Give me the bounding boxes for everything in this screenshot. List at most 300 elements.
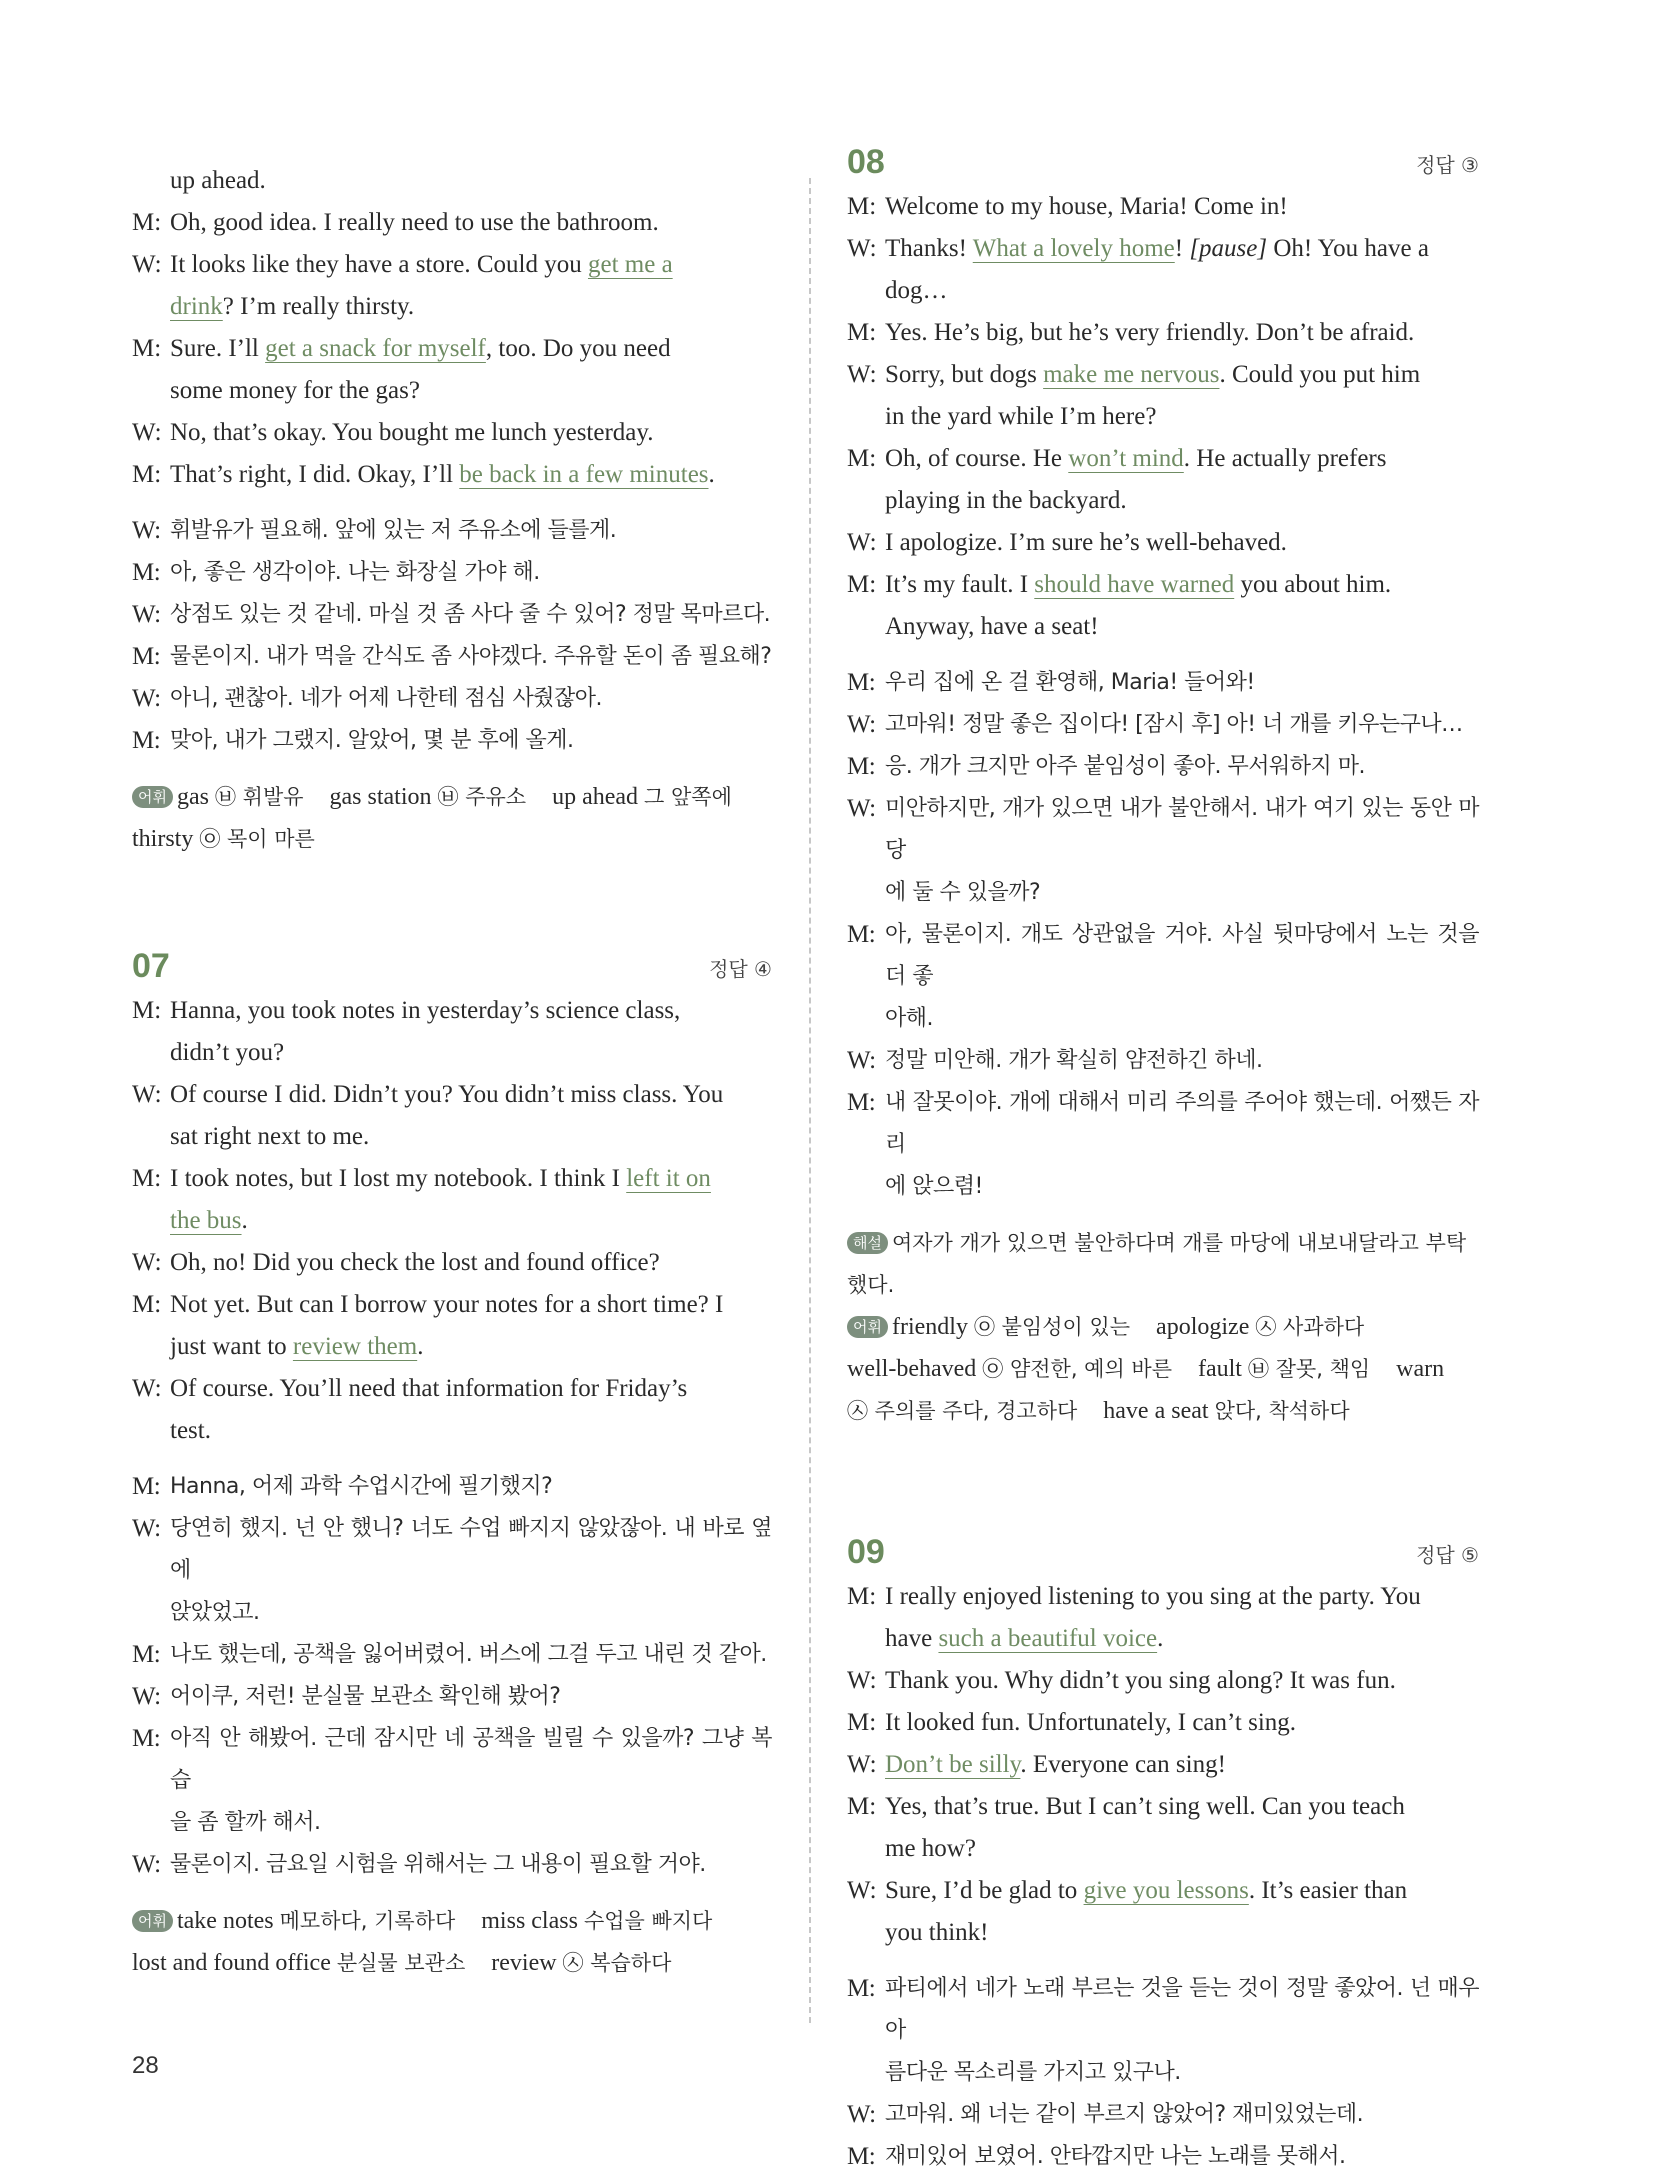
speaker-label: W:: [132, 1515, 161, 1542]
vocab-badge: 어휘: [132, 1910, 173, 1932]
speaker-label: W:: [847, 235, 877, 262]
translation-text: Hanna, 어제 과학 수업시간에 필기했지?: [170, 1474, 553, 1499]
speaker-label: W:: [847, 1667, 877, 1694]
text-run: just want to: [170, 1333, 293, 1360]
translation-text: 에 둘 수 있을까?: [885, 880, 1041, 905]
text-run: playing in the backyard.: [885, 487, 1127, 514]
text-run: Oh, good idea. I really need to use the bathroom.: [170, 209, 659, 236]
speaker-label: W:: [847, 711, 876, 738]
dialogue-line: [847, 354, 1479, 396]
translation-line: [132, 594, 772, 636]
translation-line: [847, 998, 1479, 1040]
text-run: Of course. You’ll need that information for Friday’s: [170, 1375, 688, 1402]
translation-text: 아, 좋은 생각이야. 나는 화장실 가야 해.: [170, 560, 540, 585]
dialogue-line: [847, 564, 1479, 606]
answer-label: 정답 ⑤: [1416, 1543, 1479, 1567]
speaker-label: M:: [132, 1165, 162, 1192]
vocab-meaning: ㉦ 주의를 주다, 경고하다: [847, 1399, 1078, 1423]
translation-line: [847, 1082, 1479, 1166]
line-text: [170, 1032, 772, 1074]
section-07-vocab: [132, 1900, 772, 1984]
vocab-meaning: ㉧ 얌전한, 예의 바른: [982, 1357, 1172, 1381]
text-run: I apologize. I’m sure he’s well-behaved.: [885, 529, 1287, 556]
speaker-label: M:: [847, 1793, 877, 1820]
dialogue-line: [132, 454, 772, 496]
dialogue-line: [132, 202, 772, 244]
translation-text: 파티에서 네가 노래 부르는 것을 듣는 것이 정말 좋았어. 넌 매우 아: [885, 1976, 1479, 2043]
translation-line: [847, 662, 1479, 704]
translation-line: [132, 1508, 772, 1592]
vocab-term: miss class: [481, 1908, 578, 1934]
text-run: !: [1174, 235, 1190, 262]
translation-text: 내 잘못이야. 개에 대해서 미리 주의를 주어야 했는데. 어쨌든 자리: [885, 1090, 1479, 1157]
answer-blank: be back in a few minutes: [459, 461, 709, 488]
dialogue-line: [847, 1828, 1479, 1870]
translation-line: [847, 2136, 1479, 2178]
line-text: [885, 480, 1479, 522]
line-text: [170, 1116, 772, 1158]
speaker-label: M:: [132, 1473, 161, 1500]
dialogue-line: [847, 438, 1479, 480]
line-text: [170, 328, 772, 370]
translation-line: [847, 704, 1479, 746]
text-run: I took notes, but I lost my notebook. I think I: [170, 1165, 627, 1192]
dialogue-line: [132, 286, 772, 328]
text-run: you think!: [885, 1919, 989, 1946]
speaker-label: M:: [132, 461, 162, 488]
vocab-term: fault: [1197, 1356, 1242, 1382]
vocab-row: [847, 1390, 1479, 1432]
vocab-meaning: ㉦ 사과하다: [1255, 1315, 1365, 1339]
text-run: Oh, no! Did you check the lost and found office?: [170, 1249, 660, 1276]
speaker-label: M:: [847, 753, 876, 780]
section-09-header: [847, 1516, 1479, 1572]
vocab-term: friendly: [891, 1314, 968, 1340]
vocab-meaning: ㉥ 휘발유: [214, 785, 304, 809]
speaker-label: W:: [132, 1249, 162, 1276]
text-run: Thanks!: [885, 235, 973, 262]
text-run: Anyway, have a seat!: [885, 613, 1099, 640]
line-text: [170, 160, 772, 202]
speaker-label: W:: [847, 529, 877, 556]
section-08-translation: [847, 662, 1479, 1208]
line-text: [170, 1326, 772, 1368]
text-run: Hanna, you took notes in yesterday’s science class,: [170, 997, 681, 1024]
vocab-term: review: [491, 1950, 557, 1976]
translation-line: [847, 914, 1479, 998]
text-run: ? I’m really thirsty.: [222, 293, 415, 320]
vocab-row: [847, 1348, 1479, 1390]
translation-text: 어이쿠, 저런! 분실물 보관소 확인해 봤어?: [170, 1684, 561, 1709]
translation-text: 나도 했는데, 공책을 잃어버렸어. 버스에 그걸 두고 내린 것 같아.: [170, 1642, 767, 1667]
speaker-label: M:: [847, 445, 877, 472]
translation-line: [847, 2094, 1479, 2136]
text-run: . It’s easier than: [1248, 1877, 1408, 1904]
answer-label: 정답 ④: [709, 957, 772, 981]
dialogue-line: [847, 1786, 1479, 1828]
line-text: [170, 202, 772, 244]
translation-text: 당연히 했지. 넌 안 했니? 너도 수업 빠지지 않았잖아. 내 바로 옆에: [170, 1516, 772, 1583]
section-09-translation: [847, 1968, 1479, 2178]
answer-blank: make me nervous: [1043, 361, 1220, 388]
line-text: [885, 1702, 1479, 1744]
speaker-label: M:: [132, 335, 162, 362]
speaker-label: M:: [847, 319, 877, 346]
dialogue-line: [847, 522, 1479, 564]
vocab-meaning: 분실물 보관소: [336, 1951, 466, 1975]
line-text: [885, 1576, 1479, 1618]
line-text: [885, 1660, 1479, 1702]
translation-line: [847, 1040, 1479, 1082]
speaker-label: M:: [847, 669, 876, 696]
answer-blank: Don’t be silly: [885, 1751, 1021, 1778]
section-07-translation: [132, 1466, 772, 1886]
text-run: That’s right, I did. Okay, I’ll: [170, 461, 460, 488]
line-text: [170, 454, 772, 496]
speaker-label: W:: [847, 795, 876, 822]
line-text: [885, 564, 1479, 606]
dialogue-line: [132, 370, 772, 412]
translation-line: [847, 1968, 1479, 2052]
translation-line: [132, 1844, 772, 1886]
vocab-term: up ahead: [552, 784, 639, 810]
section-09-dialogue: [847, 1576, 1479, 1954]
translation-line: [132, 636, 772, 678]
section-06-vocab: [132, 776, 772, 860]
line-text: [885, 1870, 1479, 1912]
section-06-translation: [132, 510, 772, 762]
speaker-label: M:: [847, 193, 877, 220]
text-run: Welcome to my house, Maria! Come in!: [885, 193, 1288, 220]
text-run: Not yet. But can I borrow your notes for a short time? I: [170, 1291, 724, 1318]
speaker-label: M:: [847, 571, 877, 598]
section-07-header: [132, 930, 772, 986]
text-run: some money for the gas?: [170, 377, 420, 404]
translation-text: 휘발유가 필요해. 앞에 있는 저 주유소에 들를게.: [170, 518, 617, 543]
text-run: didn’t you?: [170, 1039, 285, 1066]
translation-line: [847, 1166, 1479, 1208]
explanation-text: 여자가 개가 있으면 불안하다며 개를 마당에 내보내달라고 부탁했다.: [847, 1231, 1467, 1297]
translation-text: 앉았었고.: [170, 1600, 260, 1625]
dialogue-line: [847, 1912, 1479, 1954]
translation-line: [132, 1802, 772, 1844]
dialogue-line: [132, 1242, 772, 1284]
translation-text: 아니, 괜찮아. 네가 어제 나한테 점심 사줬잖아.: [170, 686, 602, 711]
text-run: , too. Do you need: [485, 335, 671, 362]
vocab-row: [132, 1942, 772, 1984]
text-run: Yes. He’s big, but he’s very friendly. Don’t be afraid.: [885, 319, 1415, 346]
line-text: [170, 1242, 772, 1284]
translation-line: [847, 788, 1479, 872]
translation-text: 에 앉으렴!: [885, 1174, 983, 1199]
text-run: It looks like they have a store. Could you: [170, 251, 588, 278]
dialogue-line: [847, 312, 1479, 354]
dialogue-line: [132, 1074, 772, 1116]
text-run: Yes, that’s true. But I can’t sing well. Can you teach: [885, 1793, 1405, 1820]
line-text: [170, 244, 772, 286]
translation-text: 고마워! 정말 좋은 집이다! [잠시 후] 아! 너 개를 키우는구나…: [885, 712, 1463, 737]
vocab-meaning: 그 앞쪽에: [644, 785, 732, 809]
translation-line: [132, 1466, 772, 1508]
line-text: [885, 1744, 1479, 1786]
answer-blank: review them: [292, 1333, 418, 1360]
text-run: sat right next to me.: [170, 1123, 370, 1150]
dialogue-line: [132, 1368, 772, 1410]
vocab-term: apologize: [1156, 1314, 1250, 1340]
line-text: [170, 1200, 772, 1242]
text-run: Sure. I’ll: [170, 335, 266, 362]
text-run: .: [241, 1207, 248, 1234]
vocab-term: have a seat: [1103, 1398, 1209, 1424]
section-number: 07: [132, 947, 170, 985]
translation-text: 응. 개가 크지만 아주 붙임성이 좋아. 무서워하지 마.: [885, 754, 1365, 779]
line-text: [885, 312, 1479, 354]
dialogue-line: [847, 480, 1479, 522]
answer-blank: give you lessons: [1083, 1877, 1249, 1904]
line-text: [885, 1618, 1479, 1660]
speaker-label: W:: [132, 251, 162, 278]
dialogue-line: [132, 412, 772, 454]
speaker-label: W:: [132, 601, 161, 628]
vocab-meaning: ㉧ 붙임성이 있는: [973, 1315, 1131, 1339]
line-text: [885, 522, 1479, 564]
line-text: [885, 270, 1479, 312]
speaker-label: W:: [847, 1047, 876, 1074]
translation-text: 름다운 목소리를 가지고 있구나.: [885, 2060, 1181, 2085]
text-run: Sorry, but dogs: [885, 361, 1044, 388]
answer-blank: drink: [170, 293, 223, 320]
translation-text: 물론이지. 내가 먹을 간식도 좀 사야겠다. 주유할 돈이 좀 필요해?: [170, 644, 772, 669]
speaker-label: W:: [847, 1877, 877, 1904]
right-column: [847, 143, 1479, 2178]
translation-line: [132, 720, 772, 762]
vocab-meaning: 앉다, 착석하다: [1214, 1399, 1350, 1423]
vocab-meaning: ㉥ 주유소: [437, 785, 527, 809]
page-number: 28: [132, 2052, 159, 2079]
vocab-meaning: ㉦ 복습하다: [562, 1951, 672, 1975]
answer-blank: left it on: [626, 1165, 711, 1192]
dialogue-line: [132, 1410, 772, 1452]
answer-label: 정답 ③: [1416, 153, 1479, 177]
dialogue-line: [847, 270, 1479, 312]
speaker-label: W:: [132, 1851, 161, 1878]
section-08-dialogue: [847, 186, 1479, 648]
vocab-term: gas: [176, 784, 209, 810]
vocab-term: thirsty: [132, 826, 194, 852]
speaker-label: M:: [132, 1641, 161, 1668]
translation-line: [132, 552, 772, 594]
explanation-row: [847, 1222, 1479, 1306]
vocab-row: [132, 1900, 772, 1942]
dialogue-line: [847, 1744, 1479, 1786]
text-run: . Could you put him: [1219, 361, 1421, 388]
text-run: Of course I did. Didn’t you? You didn’t miss class. You: [170, 1081, 724, 1108]
vocab-meaning: 메모하다, 기록하다: [279, 1909, 456, 1933]
vocab-badge: 어휘: [132, 786, 173, 808]
translation-line: [847, 746, 1479, 788]
dialogue-line: [847, 186, 1479, 228]
text-run: dog…: [885, 277, 948, 304]
speaker-label: M:: [132, 1291, 162, 1318]
speaker-label: W:: [132, 419, 162, 446]
translation-text: 상점도 있는 것 같네. 마실 것 좀 사다 줄 수 있어? 정말 목마르다.: [170, 602, 771, 627]
translation-line: [132, 1634, 772, 1676]
line-text: [170, 990, 772, 1032]
speaker-label: M:: [847, 1089, 876, 1116]
line-text: [885, 186, 1479, 228]
text-run: .: [708, 461, 715, 488]
text-run: in the yard while I’m here?: [885, 403, 1157, 430]
answer-blank: should have warned: [1034, 571, 1235, 598]
text-run: Sure, I’d be glad to: [885, 1877, 1084, 1904]
speaker-label: W:: [847, 2101, 876, 2128]
text-run: Oh! You have a: [1267, 235, 1429, 262]
text-run: have: [885, 1625, 939, 1652]
speaker-label: W:: [132, 1683, 161, 1710]
line-text: [885, 1912, 1479, 1954]
line-text: [885, 228, 1479, 270]
dialogue-line: [847, 1870, 1479, 1912]
answer-blank: such a beautiful voice: [938, 1625, 1158, 1652]
line-text: [885, 1828, 1479, 1870]
dialogue-line: [132, 1032, 772, 1074]
translation-text: 미안하지만, 개가 있으면 내가 불안해서. 내가 여기 있는 동안 마당: [885, 796, 1479, 863]
line-text: [170, 1074, 772, 1116]
speaker-label: M:: [847, 2143, 876, 2170]
dialogue-line: [847, 1660, 1479, 1702]
dialogue-line: [132, 244, 772, 286]
speaker-label: W:: [132, 517, 161, 544]
translation-text: 재미있어 보였어. 안타깝지만 나는 노래를 못해서.: [885, 2144, 1346, 2169]
dialogue-line: [847, 1618, 1479, 1660]
vocab-badge: 어휘: [847, 1316, 888, 1338]
dialogue-line: [132, 1116, 772, 1158]
left-column: [132, 160, 772, 1984]
speaker-label: M:: [847, 1975, 876, 2002]
speaker-label: M:: [847, 1583, 877, 1610]
vocab-row: [847, 1306, 1479, 1348]
vocab-term: lost and found office: [132, 1950, 331, 1976]
translation-text: 아, 물론이지. 개도 상관없을 거야. 사실 뒷마당에서 노는 것을 더 좋: [885, 922, 1479, 989]
translation-text: 을 좀 할까 해서.: [170, 1810, 321, 1835]
line-text: [170, 286, 772, 328]
speaker-label: W:: [132, 1375, 162, 1402]
text-run: . He actually prefers: [1183, 445, 1387, 472]
speaker-label: W:: [132, 685, 161, 712]
line-text: [170, 1284, 772, 1326]
translation-text: 고마워. 왜 너는 같이 부르지 않았어? 재미있었는데.: [885, 2102, 1364, 2127]
vocab-term: take notes: [176, 1908, 274, 1934]
text-run: up ahead.: [170, 167, 266, 194]
translation-text: 물론이지. 금요일 시험을 위해서는 그 내용이 필요할 거야.: [170, 1852, 706, 1877]
speaker-label: M:: [132, 727, 161, 754]
explain-badge: 해설: [847, 1232, 888, 1254]
answer-blank: get me a: [587, 251, 673, 278]
line-text: [885, 354, 1479, 396]
text-run: .: [417, 1333, 424, 1360]
line-text: [170, 412, 772, 454]
speaker-label: W:: [847, 361, 877, 388]
vocab-meaning: ㉧ 목이 마른: [199, 827, 315, 851]
dialogue-line: [847, 228, 1479, 270]
translation-line: [847, 2052, 1479, 2094]
section-06-dialogue: [132, 160, 772, 496]
dialogue-line: [847, 606, 1479, 648]
speaker-label: W:: [132, 1081, 162, 1108]
translation-text: 아해.: [885, 1006, 933, 1031]
dialogue-line: [847, 1576, 1479, 1618]
text-run: me how?: [885, 1835, 976, 1862]
speaker-label: W:: [847, 1751, 877, 1778]
section-number: 08: [847, 143, 885, 181]
line-text: [885, 606, 1479, 648]
dialogue-line: [132, 1284, 772, 1326]
translation-line: [132, 510, 772, 552]
line-text: [170, 370, 772, 412]
text-run: No, that’s okay. You bought me lunch yesterday.: [170, 419, 654, 446]
vocab-row: [132, 818, 772, 860]
speaker-label: M:: [132, 1725, 161, 1752]
dialogue-line: [132, 1326, 772, 1368]
section-number: 09: [847, 1533, 885, 1571]
speaker-label: M:: [132, 209, 162, 236]
translation-text: 정말 미안해. 개가 확실히 얌전하긴 하네.: [885, 1048, 1263, 1073]
answer-blank: the bus: [170, 1207, 242, 1234]
vocab-term: well-behaved: [847, 1356, 977, 1382]
section-08-notes: [847, 1222, 1479, 1432]
line-text: [170, 1368, 772, 1410]
answer-blank: get a snack for myself: [265, 335, 486, 362]
line-text: [170, 1410, 772, 1452]
vocab-meaning: ㉥ 잘못, 책임: [1247, 1357, 1371, 1381]
vocab-term: warn: [1396, 1356, 1445, 1382]
translation-text: 맞아, 내가 그랬지. 알았어, 몇 분 후에 올게.: [170, 728, 574, 753]
translation-text: 아직 안 해봤어. 근데 잠시만 네 공책을 빌릴 수 있을까? 그냥 복습: [170, 1726, 772, 1793]
dialogue-line: [847, 396, 1479, 438]
translation-text: 우리 집에 온 걸 환영해, Maria! 들어와!: [885, 670, 1255, 695]
answer-blank: What a lovely home: [972, 235, 1175, 262]
column-divider: [809, 178, 811, 2023]
translation-line: [132, 678, 772, 720]
text-run: Oh, of course. He: [885, 445, 1069, 472]
translation-line: [847, 872, 1479, 914]
text-run: test.: [170, 1417, 211, 1444]
dialogue-line: [132, 1158, 772, 1200]
speaker-label: M:: [132, 997, 162, 1024]
speaker-label: M:: [132, 559, 161, 586]
speaker-label: M:: [847, 1709, 877, 1736]
speaker-label: M:: [132, 643, 161, 670]
text-run: It looked fun. Unfortunately, I can’t sing.: [885, 1709, 1297, 1736]
line-text: [885, 438, 1479, 480]
line-text: [170, 1158, 772, 1200]
section-08-header: [847, 126, 1479, 182]
text-run: you about him.: [1234, 571, 1392, 598]
vocab-term: gas station: [329, 784, 432, 810]
line-text: [885, 396, 1479, 438]
stage-direction: [pause]: [1189, 235, 1268, 262]
dialogue-line: [132, 328, 772, 370]
text-run: . Everyone can sing!: [1020, 1751, 1226, 1778]
translation-line: [132, 1592, 772, 1634]
text-run: I really enjoyed listening to you sing at the party. You: [885, 1583, 1421, 1610]
line-text: [885, 1786, 1479, 1828]
text-run: Thank you. Why didn’t you sing along? It was fun.: [885, 1667, 1396, 1694]
answer-blank: won’t mind: [1068, 445, 1184, 472]
section-07-dialogue: [132, 990, 772, 1452]
dialogue-line: [132, 160, 772, 202]
text-run: It’s my fault. I: [885, 571, 1035, 598]
